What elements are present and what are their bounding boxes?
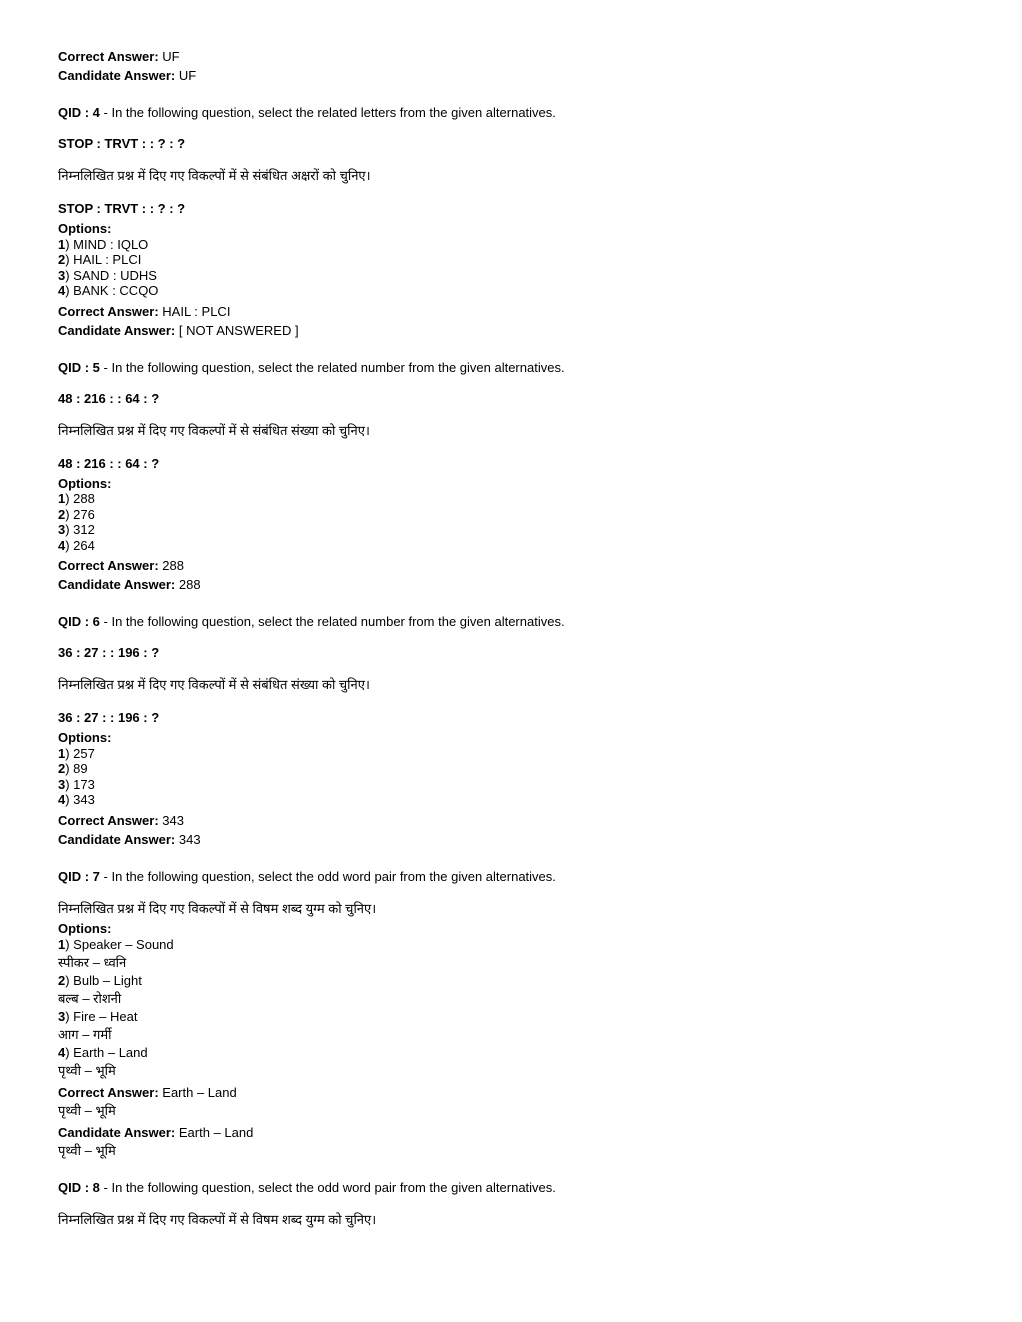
candidate-answer-label: Candidate Answer: — [58, 322, 176, 338]
option-line-2 — [58, 972, 982, 990]
question-prompt: - In the following question, select the odd word pair from the given alternatives. — [103, 868, 556, 884]
correct-answer-value: 343 — [162, 812, 184, 828]
options-label: Options: — [58, 920, 112, 936]
option-text: ) 312 — [65, 522, 95, 537]
option-line-4 — [58, 1044, 982, 1062]
correct-answer-line — [58, 302, 982, 321]
correct-answer-label: Correct Answer: — [58, 49, 159, 64]
correct-answer-line — [58, 1084, 982, 1102]
option-number: 1 — [58, 937, 66, 952]
question-statement: 48 : 216 : : 64 : ? — [58, 390, 160, 406]
option-line-2 — [58, 761, 982, 777]
option-line-3 — [58, 268, 982, 284]
question-8-block — [58, 1180, 982, 1228]
option-number: 4 — [58, 1045, 66, 1060]
option-number: 1 — [58, 745, 66, 761]
question-prompt: - In the following question, select the odd word pair from the given alternatives. — [103, 1180, 556, 1195]
option-text: ) 89 — [65, 761, 88, 776]
option-number: 2 — [58, 973, 66, 988]
candidate-answer-label: Candidate Answer: — [58, 1125, 176, 1140]
option-text: ) MIND : IQLO — [65, 236, 149, 252]
options-label: Options: — [58, 221, 112, 236]
option-text: ) Bulb – Light — [65, 973, 142, 988]
correct-answer-label: Correct Answer: — [58, 303, 159, 319]
qid-number: QID : 5 — [58, 359, 100, 375]
question-prompt: - In the following question, select the related number from the given alternatives. — [103, 359, 565, 375]
question-statement-repeat: 48 : 216 : : 64 : ? — [58, 455, 160, 471]
qid-line — [58, 869, 982, 885]
qid-number: QID : 8 — [58, 1180, 100, 1195]
correct-answer-value: HAIL : PLCI — [162, 303, 231, 319]
option-hindi-line-2: बल्ब – रोशनी — [58, 991, 122, 1006]
option-line-1 — [58, 746, 982, 762]
question-prompt: - In the following question, select the related number from the given alternatives. — [103, 614, 565, 629]
option-text: ) 173 — [65, 776, 95, 792]
question-statement-repeat: STOP : TRVT : : ? : ? — [58, 201, 186, 216]
hindi-instruction: निम्नलिखित प्रश्न में दिए गए विकल्पों में से संबंधित अक्षरों को चुनिए। — [58, 168, 371, 183]
option-number: 2 — [58, 761, 66, 776]
option-text: ) Speaker – Sound — [65, 937, 174, 952]
hindi-instruction: निम्नलिखित प्रश्न में दिए गए विकल्पों में से विषम शब्द युग्म को चुनिए। — [58, 900, 377, 916]
question-prompt: - In the following question, select the related letters from the given alternatives. — [103, 105, 556, 120]
question-6-block — [58, 614, 982, 849]
option-number: 3 — [58, 522, 66, 537]
candidate-answer-line — [58, 830, 982, 849]
option-text: ) 264 — [65, 537, 95, 553]
candidate-answer-value: 343 — [178, 831, 201, 847]
option-hindi-line-4: पृथ्वी – भूमि — [58, 1063, 116, 1078]
correct-answer-value: UF — [162, 49, 180, 64]
option-text: ) 343 — [65, 792, 95, 807]
correct-answer-line — [58, 556, 982, 575]
option-line-4 — [58, 792, 982, 808]
option-number: 3 — [58, 1009, 66, 1024]
candidate-answer-line — [58, 66, 982, 85]
option-line-1 — [58, 491, 982, 507]
question-statement: 36 : 27 : : 196 : ? — [58, 645, 160, 660]
qid-number: QID : 6 — [58, 614, 100, 629]
option-line-3 — [58, 777, 982, 793]
option-hindi-line-3: आग – गर्मी — [58, 1027, 112, 1042]
option-number: 4 — [58, 283, 66, 298]
option-number: 4 — [58, 792, 66, 807]
option-number: 1 — [58, 236, 66, 252]
qid-number: QID : 7 — [58, 868, 100, 884]
candidate-answer-hindi: पृथ्वी – भूमि — [58, 1143, 116, 1158]
option-text: ) 257 — [65, 745, 95, 761]
hindi-instruction: निम्नलिखित प्रश्न में दिए गए विकल्पों में से संबंधित संख्या को चुनिए। — [58, 677, 370, 692]
qid-line — [58, 1180, 982, 1196]
qid-line — [58, 360, 982, 376]
question-3-tail — [58, 47, 982, 85]
option-number: 4 — [58, 537, 66, 553]
qid-number: QID : 4 — [58, 105, 100, 120]
option-number: 2 — [58, 506, 66, 522]
candidate-answer-value: [ NOT ANSWERED ] — [178, 322, 299, 338]
candidate-answer-line — [58, 1124, 982, 1142]
hindi-instruction: निम्नलिखित प्रश्न में दिए गए विकल्पों में से विषम शब्द युग्म को चुनिए। — [58, 1212, 377, 1227]
candidate-answer-label: Candidate Answer: — [58, 831, 176, 847]
option-text: ) Fire – Heat — [65, 1009, 138, 1024]
option-number: 3 — [58, 776, 66, 792]
correct-answer-hindi: पृथ्वी – भूमि — [58, 1103, 116, 1118]
option-line-3 — [58, 1008, 982, 1026]
options-label: Options: — [58, 730, 112, 745]
options-list — [58, 936, 982, 1080]
question-statement: STOP : TRVT : : ? : ? — [58, 136, 186, 151]
correct-answer-value: Earth – Land — [162, 1085, 237, 1100]
correct-answer-value: 288 — [162, 558, 184, 573]
correct-answer-line — [58, 811, 982, 830]
question-5-block — [58, 360, 982, 595]
option-text: ) HAIL : PLCI — [65, 252, 142, 267]
candidate-answer-value: UF — [178, 68, 197, 83]
correct-answer-label: Correct Answer: — [58, 812, 159, 828]
option-line-2 — [58, 252, 982, 268]
option-text: ) BANK : CCQO — [65, 283, 159, 298]
question-7-block — [58, 869, 982, 1161]
candidate-answer-value: Earth – Land — [178, 1125, 254, 1140]
option-number: 2 — [58, 252, 66, 267]
qid-line — [58, 614, 982, 630]
option-line-1 — [58, 237, 982, 253]
option-number: 1 — [58, 491, 66, 506]
candidate-answer-line — [58, 321, 982, 340]
options-list — [58, 237, 982, 299]
question-4-block — [58, 105, 982, 340]
option-line-4 — [58, 283, 982, 299]
candidate-answer-value: 288 — [178, 577, 201, 592]
candidate-answer-line — [58, 575, 982, 594]
option-text: ) 288 — [65, 491, 95, 506]
candidate-answer-label: Candidate Answer: — [58, 68, 176, 83]
option-line-1 — [58, 936, 982, 954]
option-text: ) SAND : UDHS — [65, 267, 157, 283]
candidate-answer-label: Candidate Answer: — [58, 577, 176, 592]
option-text: ) Earth – Land — [65, 1045, 148, 1060]
hindi-instruction: निम्नलिखित प्रश्न में दिए गए विकल्पों में से संबंधित संख्या को चुनिए। — [58, 422, 370, 438]
option-text: ) 276 — [65, 506, 95, 522]
correct-answer-label: Correct Answer: — [58, 558, 159, 573]
option-hindi-line-1: स्पीकर – ध्वनि — [58, 955, 127, 970]
qid-line — [58, 105, 982, 121]
option-line-3 — [58, 522, 982, 538]
options-list — [58, 491, 982, 553]
correct-answer-label: Correct Answer: — [58, 1085, 159, 1100]
question-statement-repeat: 36 : 27 : : 196 : ? — [58, 710, 160, 725]
option-line-4 — [58, 538, 982, 554]
options-label: Options: — [58, 475, 112, 491]
correct-answer-line — [58, 47, 982, 66]
option-number: 3 — [58, 267, 66, 283]
options-list — [58, 746, 982, 808]
option-line-2 — [58, 507, 982, 523]
